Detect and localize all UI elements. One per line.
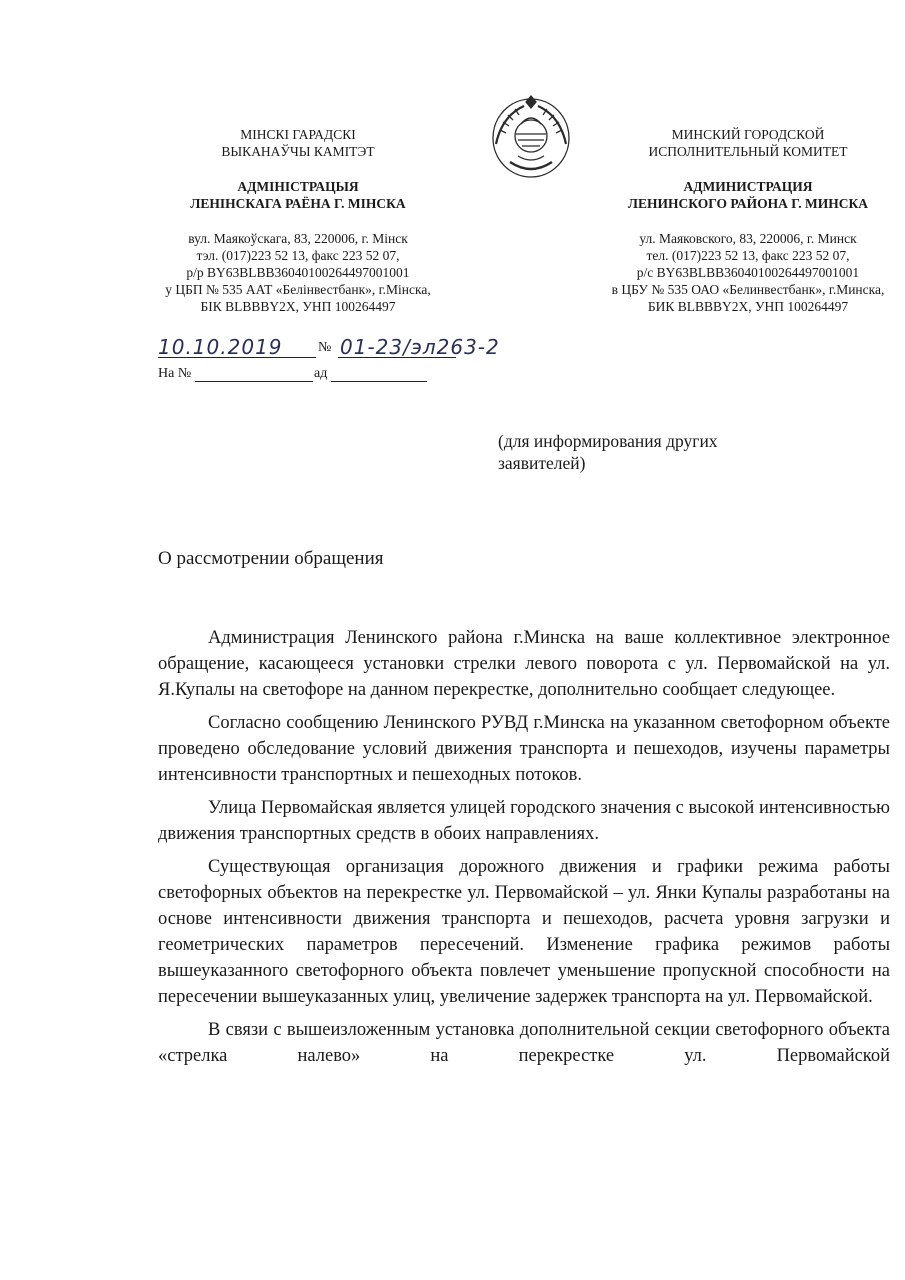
recipient-line1: (для информирования других — [498, 431, 718, 451]
admin-line1: АДМИНИСТРАЦИЯ — [683, 179, 813, 194]
committee-line2: ИСПОЛНИТЕЛЬНЫЙ КОМИТЕТ — [648, 144, 848, 159]
subject: О рассмотрении обращения — [158, 548, 384, 569]
account: р/р BY63BLBB36040100264497001001 — [186, 265, 410, 280]
reference-number-line — [195, 381, 313, 382]
registration-number: 01-23/эл263-2 — [340, 335, 500, 359]
address: ул. Маяковского, 83, 220006, г. Минск — [639, 231, 857, 246]
committee-line1: МІНСКІ ГАРАДСКІ — [240, 127, 356, 142]
bik: БІК BLBBBY2X, УНП 100264497 — [200, 299, 396, 314]
number-underline — [338, 357, 456, 358]
paragraph: Существующая организация дорожного движения и графики режима работы светофорных объектов на перекрестке ул. Первомайской – ул. Янки Купалы разработаны на основе интенсивности движения транспорта и пешеходов, расчета уровня загрузки и геометрических параметров пересечений. Изменение графика режимов работы вышеуказанного светофорного объекта повлечет уменьшение пропускной способности на пересечении вышеуказанных улиц, увеличение задержек транспорта на ул. Первомайской. — [158, 857, 890, 1007]
registration-date: 10.10.2019 — [158, 335, 283, 359]
recipient — [498, 430, 818, 474]
bik: БИК BLBBBY2X, УНП 100264497 — [647, 299, 849, 314]
bank: у ЦБП № 535 ААТ «Белінвестбанк», г.Мінска, — [165, 282, 431, 297]
header-left — [128, 126, 468, 315]
paragraph: Согласно сообщению Ленинского РУВД г.Минска на указанном светофорном объекте проведено обследование условий движения транспорта и пешеходов, изучены параметры интенсивности транспортных и пешеходных потоков. — [158, 713, 890, 785]
bank: в ЦБУ № 535 ОАО «Белинвестбанк», г.Минска, — [611, 282, 885, 297]
reference-date-line — [331, 381, 427, 382]
reference-label: На № — [158, 366, 192, 381]
admin-line2: ЛЕНИНСКОГО РАЙОНА Г. МИНСКА — [627, 196, 869, 211]
address: вул. Маякоўскага, 83, 220006, г. Мінск — [188, 231, 408, 246]
account: р/с BY63BLBB36040100264497001001 — [636, 265, 860, 280]
committee-line1: МИНСКИЙ ГОРОДСКОЙ — [671, 127, 825, 142]
state-emblem-icon — [488, 94, 574, 180]
admin-line1: АДМІНІСТРАЦЫЯ — [237, 179, 359, 194]
paragraph: В связи с вышеизложенным установка дополнительной секции светофорного объекта «стрелка налево» на перекрестке ул. Первомайской — [158, 1020, 890, 1066]
phone: тэл. (017)223 52 13, факс 223 52 07, — [196, 248, 400, 263]
recipient-line2: заявителей) — [498, 453, 586, 473]
committee-line2: ВЫКАНАЎЧЫ КАМІТЭТ — [221, 144, 375, 159]
header-right — [578, 126, 905, 315]
admin-line2: ЛЕНІНСКАГА РАЁНА Г. МІНСКА — [190, 196, 406, 211]
number-sign: № — [318, 340, 332, 355]
paragraph: Улица Первомайская является улицей городского значения с высокой интенсивностью движения транспортных средств в обоих направлениях. — [158, 798, 890, 844]
paragraph: Администрация Ленинского района г.Минска на ваше коллективное электронное обращение, касающееся установки стрелки левого поворота с ул. Первомайской на ул. Я.Купалы на светофоре на данном перекрестке, дополнительно сообщает следующее. — [158, 628, 890, 700]
letter-body — [158, 625, 890, 1076]
phone: тел. (017)223 52 13, факс 223 52 07, — [646, 248, 850, 263]
reference-from: ад — [314, 366, 328, 381]
date-underline — [158, 357, 316, 358]
